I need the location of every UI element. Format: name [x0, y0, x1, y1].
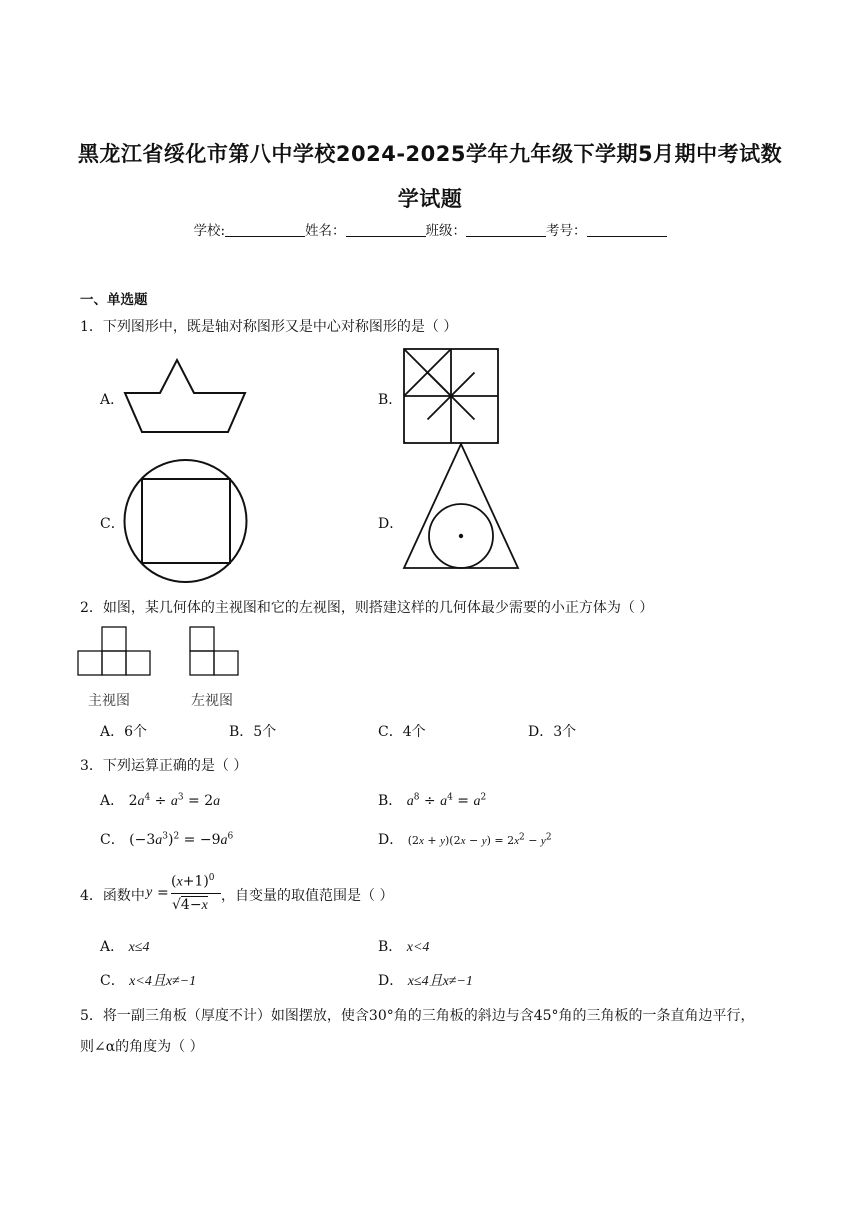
question-5-line2: 则∠α的角度为（ ）	[80, 1039, 204, 1055]
number-label: 考号：	[546, 223, 587, 239]
front-view-figure	[77, 625, 153, 677]
name-blank	[346, 222, 426, 237]
question-4-stem-post: ，自变量的取值范围是（ ）	[221, 888, 394, 904]
question-4-stem-pre: 4．函数中	[80, 888, 145, 904]
exam-title-line2: 学试题	[397, 187, 463, 211]
q1-option-c-label: C．	[100, 516, 125, 532]
question-5-line1: 5．将一副三角板（厚度不计）如图摆放，使含30°角的三角板的斜边与含45°角的三角板的一条直角边平行，	[80, 1008, 755, 1024]
q4-option-a	[100, 936, 149, 956]
question-2-stem: 2．如图，某几何体的主视图和它的左视图，则搭建这样的几何体最少需要的小正方体为（ ）	[80, 600, 654, 616]
left-view-figure	[189, 625, 243, 677]
q3-option-d-formula: $(2x + y)(2x - y) = 2x^2 - y^2$	[407, 832, 552, 847]
q1-option-a-label: A．	[100, 392, 125, 408]
q3-option-d-label: D．	[378, 832, 404, 848]
question-3-stem: 3．下列运算正确的是（ ）	[80, 758, 248, 774]
q3-option-a	[100, 790, 220, 810]
student-info-row	[0, 219, 860, 239]
name-label: 姓名：	[305, 223, 346, 239]
q1-option-a-figure	[120, 355, 250, 435]
q4-option-a-value: x≤4	[128, 940, 150, 955]
q3-option-a-formula: $2a^4 \div a^3 = 2a$	[128, 792, 221, 809]
q1-option-d-label: D．	[378, 516, 404, 532]
q4-option-b-value: x<4	[406, 940, 430, 955]
exam-title-line1: 黑龙江省绥化市第八中学校2024-2025学年九年级下学期5月期中考试数	[77, 142, 783, 166]
q4-option-c	[100, 970, 196, 990]
q4-option-b-label: B．	[378, 939, 403, 955]
left-view-caption: 左视图	[191, 693, 233, 709]
q2-option-a: A．6个	[100, 724, 148, 740]
q4-option-c-value: x<4且x≠−1	[129, 974, 197, 989]
q4-option-a-label: A．	[100, 939, 125, 955]
q3-option-d	[378, 829, 552, 849]
q1-option-c-figure	[122, 459, 250, 583]
q1-option-d-figure	[402, 440, 522, 572]
q2-option-d: D．3个	[528, 724, 577, 740]
q1-option-b-label: B．	[378, 392, 403, 408]
question-1-stem: 1．下列图形中，既是轴对称图形又是中心对称图形的是（ ）	[80, 319, 458, 335]
q4-option-d-value: x≤4且x≠−1	[407, 974, 473, 989]
q4-option-c-label: C．	[100, 973, 125, 989]
q3-option-c	[100, 829, 233, 849]
q3-option-c-formula: $(-3a^3)^2 = -9a^6$	[129, 831, 234, 848]
q2-option-c: C．4个	[378, 724, 426, 740]
q4-option-d-label: D．	[378, 973, 404, 989]
school-blank	[225, 222, 305, 237]
q4-option-d	[378, 970, 473, 990]
school-label: 学校:	[193, 223, 226, 239]
q3-option-c-label: C．	[100, 832, 125, 848]
q3-option-b-formula: $a^8 \div a^4 = a^2$	[406, 792, 487, 809]
class-label: 班级：	[425, 223, 467, 239]
q3-option-b-label: B．	[378, 793, 403, 809]
section-heading: 一、单选题	[80, 292, 148, 308]
q2-option-b: B．5个	[229, 724, 277, 740]
class-blank	[466, 222, 546, 237]
q1-option-b-figure	[400, 345, 502, 447]
q4-option-b	[378, 936, 429, 956]
q3-option-b	[378, 790, 486, 810]
front-view-caption: 主视图	[88, 693, 130, 709]
number-blank	[587, 222, 667, 237]
q3-option-a-label: A．	[100, 793, 125, 809]
